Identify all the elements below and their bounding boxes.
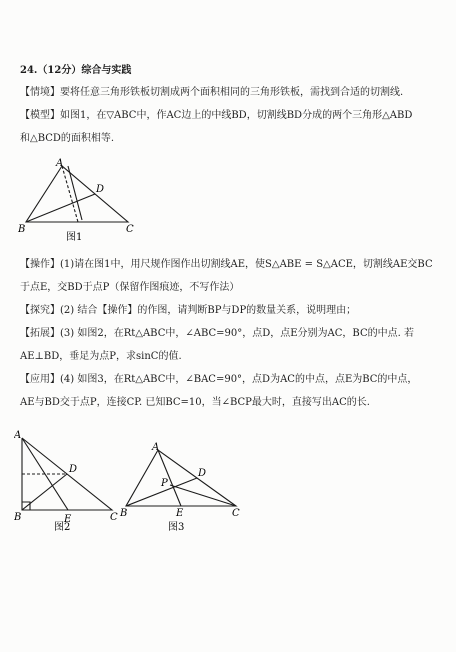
label-a: A <box>152 442 160 453</box>
figure-1-caption: 图1 <box>66 232 83 243</box>
explore-text: 【探究】(2) 结合【操作】的作图，请判断BP与DP的数量关系，说明理由； <box>20 305 357 316</box>
label-d: D <box>96 184 105 195</box>
model-text-line2: 和△BCD的面积相等. <box>20 133 115 144</box>
figure-3 <box>118 438 248 534</box>
segment-bd <box>22 474 67 510</box>
model-text-line1: 【模型】如图1，在▽ABC中，作AC边上的中线BD，切割线BD分成的两个三角形△ABD <box>20 110 413 121</box>
triangle-abc <box>26 166 128 222</box>
situation-text: 【情境】要将任意三角形铁板切割成两个面积相同的三角形铁板，需找到合适的切割线. <box>20 87 404 98</box>
operate-text-line2: 于点E，交BD于点P（保留作图痕迹，不写作法） <box>20 282 240 293</box>
median-bd <box>26 194 95 222</box>
problem-header: 24.（12分）综合与实践 <box>20 65 132 76</box>
label-a: A <box>14 430 22 441</box>
figure-1 <box>18 152 148 244</box>
figure-3-caption: 图3 <box>168 522 185 533</box>
label-a: A <box>56 158 64 169</box>
label-b: B <box>18 224 26 235</box>
label-c: C <box>232 508 240 519</box>
extend-text-line2: AE⊥BD，垂足为点P，求sinC的值. <box>20 351 182 362</box>
extend-text-line1: 【拓展】(3) 如图2，在Rt△ABC中，∠ABC=90°，点D，点E分别为AC，BC的中点. 若 <box>20 328 414 339</box>
label-d: D <box>69 464 78 475</box>
figure-2-caption: 图2 <box>54 522 71 532</box>
label-b: B <box>14 512 22 523</box>
label-b: B <box>120 508 128 519</box>
label-d: D <box>198 468 207 479</box>
label-e: E <box>176 508 184 519</box>
figure-2 <box>14 428 126 532</box>
apply-text-line1: 【应用】(4) 如图3，在Rt△ABC中，∠BAC=90°，点D为AC的中点，点E为BC的中点， <box>20 374 418 385</box>
label-c: C <box>126 224 134 235</box>
operate-text-line1: 【操作】(1)请在图1中，用尺规作图作出切割线AE，使S△ABE = S△ACE，切割线AE交BC <box>20 259 433 270</box>
label-c: C <box>110 512 118 523</box>
label-e: E <box>64 514 72 525</box>
apply-text-line2: AE与BD交于点P，连接CP. 已知BC=10，当∠BCP最大时，直接写出AC的长. <box>20 397 370 408</box>
triangle-abc <box>126 450 236 506</box>
label-p: P <box>161 478 168 489</box>
